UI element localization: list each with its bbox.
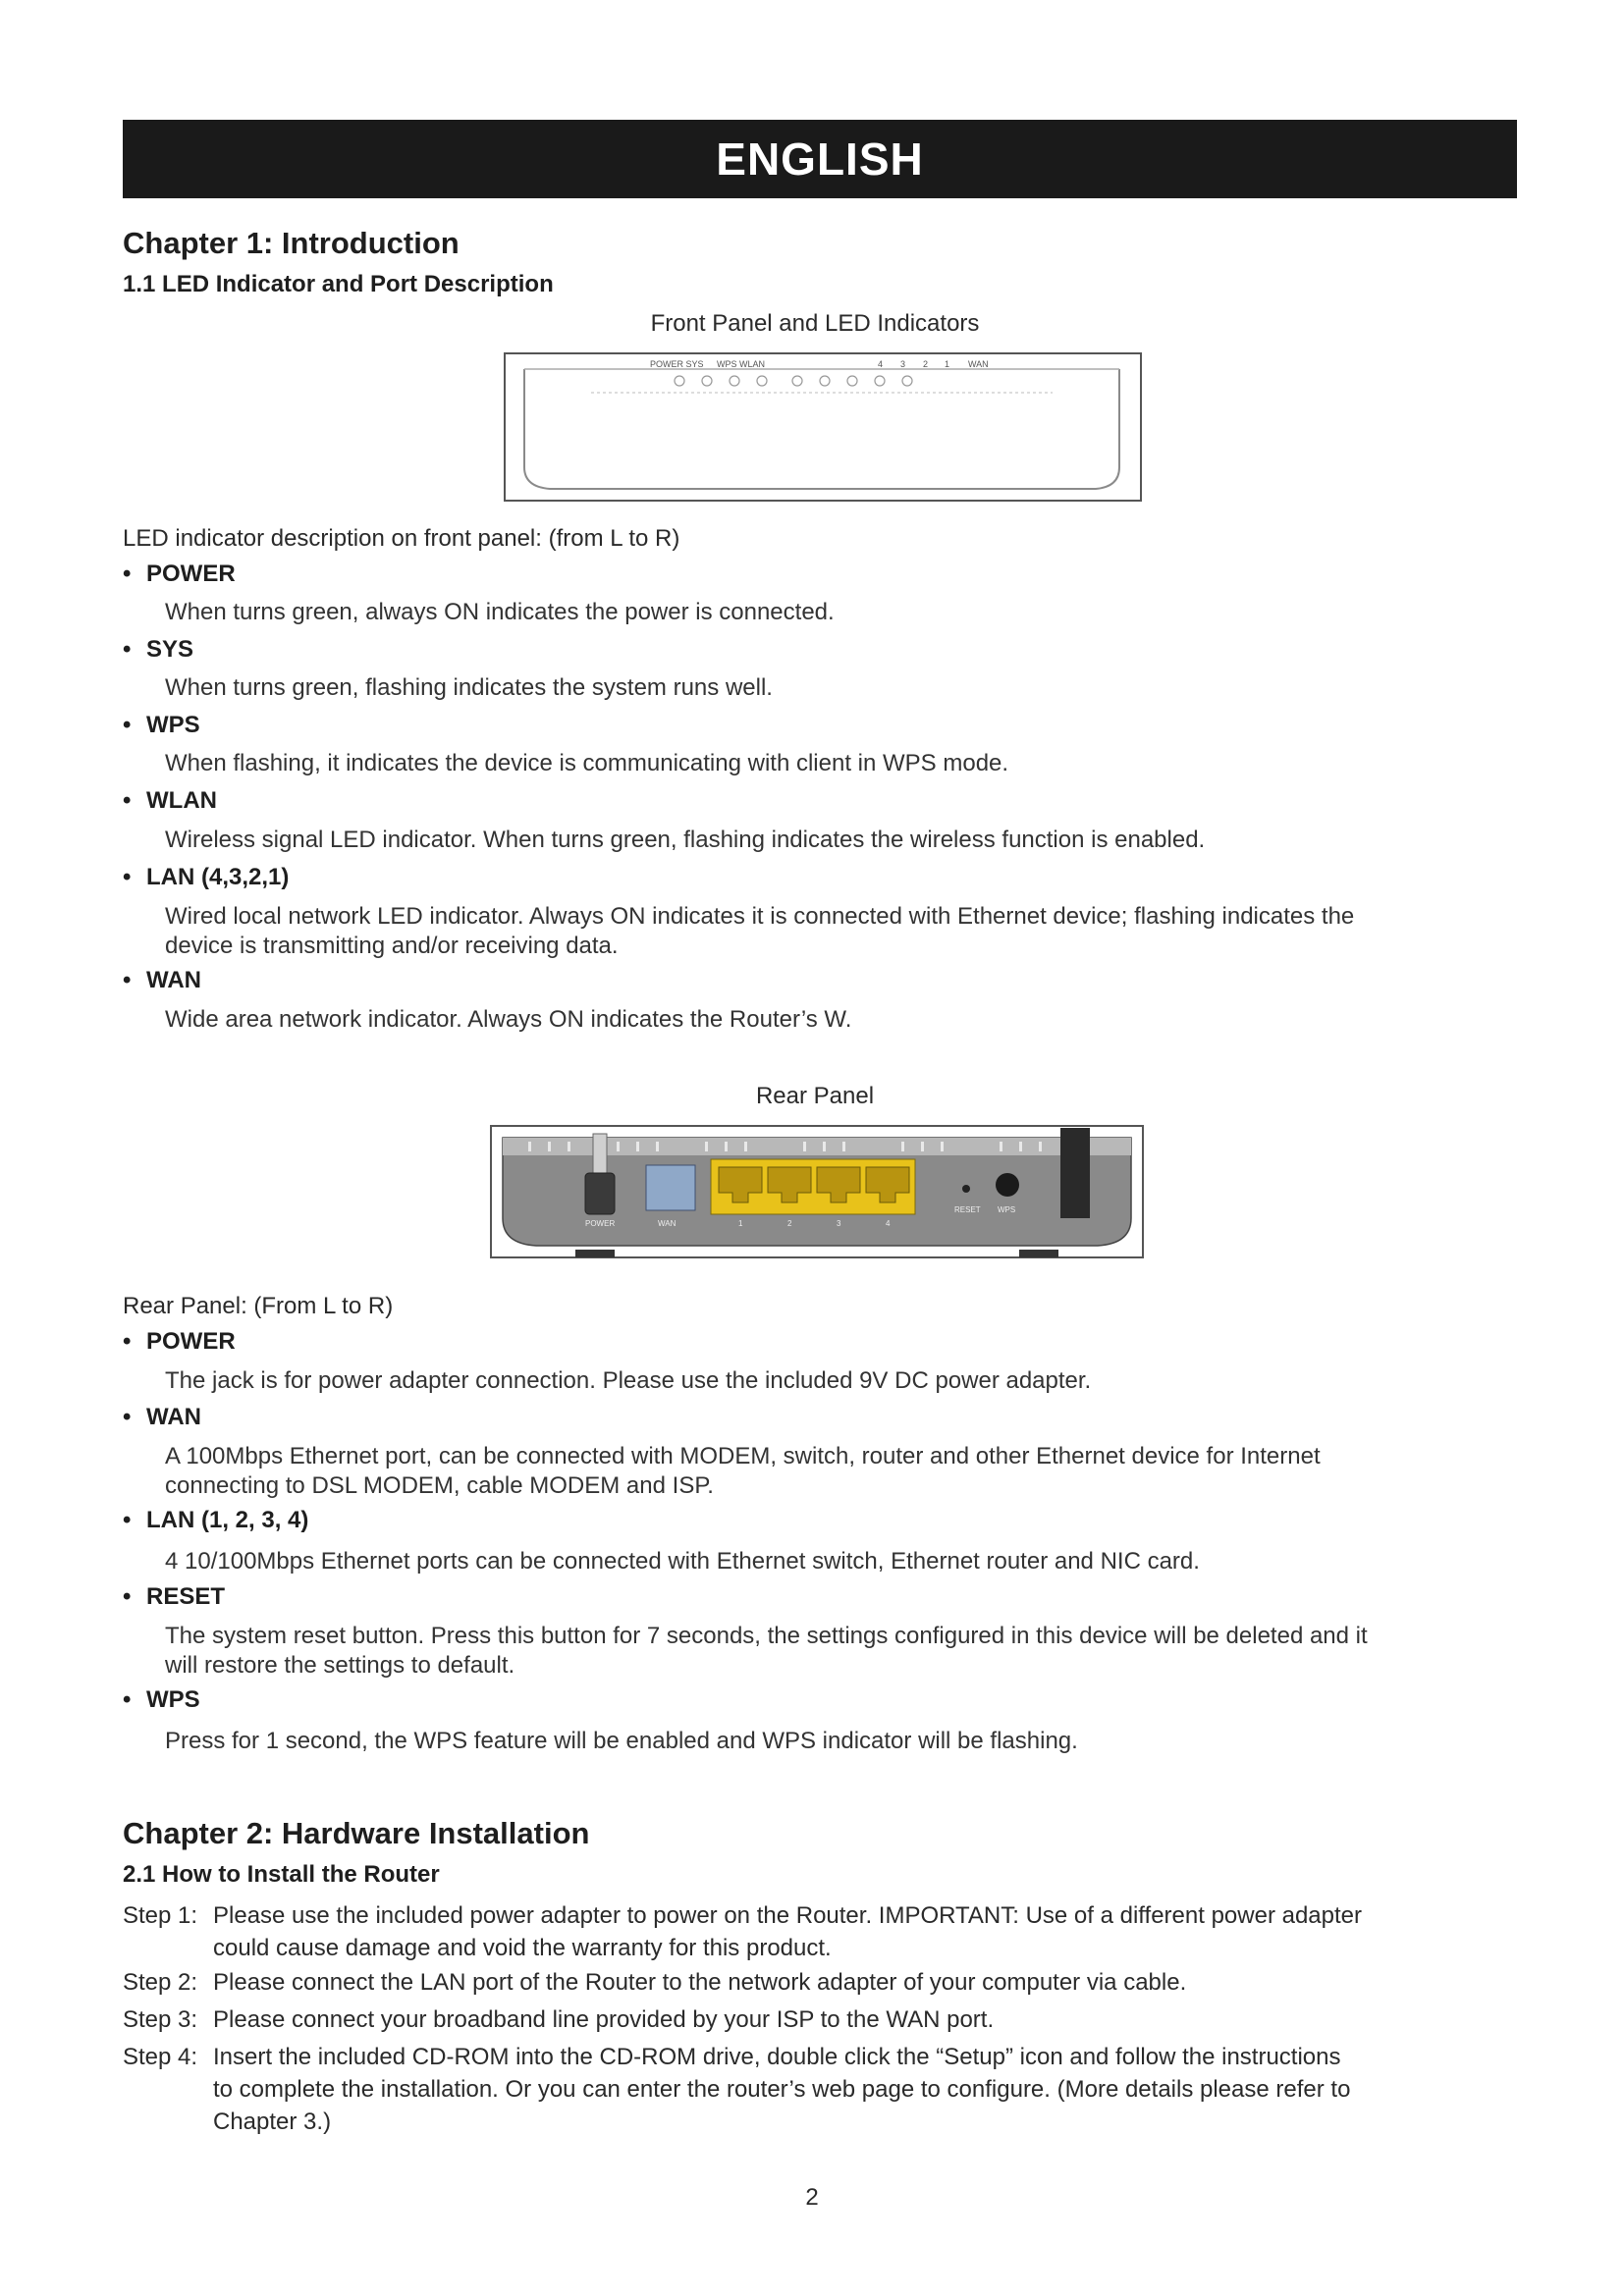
rear-label-lan-1: 1 — [738, 1219, 743, 1228]
step-label: Step 4: — [123, 2044, 198, 2070]
led-label-lan-4: 4 — [878, 359, 884, 369]
front-item-wlan-title: • WLAN — [123, 787, 217, 814]
install-step-2 — [123, 1966, 1537, 1999]
led-label-lan-2: 2 — [923, 359, 929, 369]
front-item-wlan-desc: Wireless signal LED indicator. When turns green, flashing indicates the wireless function is enabled. — [165, 827, 1206, 853]
front-panel-intro: LED indicator description on front panel: (from L to R) — [123, 525, 680, 552]
rear-label-power: POWER — [585, 1219, 616, 1228]
led-label-lan-1: 1 — [945, 359, 950, 369]
step-line: Please connect the LAN port of the Router to the network adapter of your computer via cable. — [213, 1969, 1187, 1996]
step-line: Please connect your broadband line provided by your ISP to the WAN port. — [213, 2006, 995, 2033]
install-step-3 — [123, 2003, 1537, 2036]
step-label: Step 2: — [123, 1969, 198, 1996]
reset-button — [962, 1185, 970, 1193]
front-item-wan-title: • WAN — [123, 967, 201, 993]
front-item-wps-desc: When flashing, it indicates the device is communicating with client in WPS mode. — [165, 750, 1009, 776]
led-label-wps-wlan: WPS WLAN — [717, 359, 766, 369]
front-item-sys-title: • SYS — [123, 636, 194, 663]
rear-label-wps: WPS — [998, 1205, 1016, 1214]
install-step-1 — [123, 1899, 1537, 1964]
rear-label-lan-4: 4 — [886, 1219, 891, 1228]
rear-item-wan-desc-line1: A 100Mbps Ethernet port, can be connected with MODEM, switch, router and other Ethernet device for Internet — [165, 1443, 1321, 1469]
install-step-4 — [123, 2041, 1537, 2138]
front-item-sys-desc: When turns green, flashing indicates the system runs well. — [165, 674, 773, 701]
power-jack — [585, 1173, 615, 1214]
step-line: Please use the included power adapter to power on the Router. IMPORTANT: Use of a different power adapter — [213, 1902, 1362, 1929]
front-item-lan-desc-line1: Wired local network LED indicator. Always ON indicates it is connected with Ethernet device; flashing indicates the — [165, 903, 1355, 930]
rear-item-reset-desc-line1: The system reset button. Press this button for 7 seconds, the settings configured in this device will be deleted and it — [165, 1623, 1368, 1649]
rear-item-wan-title: • WAN — [123, 1404, 201, 1430]
front-panel-figure — [503, 351, 1143, 503]
step-label: Step 3: — [123, 2006, 198, 2033]
rear-item-lan-desc: 4 10/100Mbps Ethernet ports can be connected with Ethernet switch, Ethernet router and NIC card. — [165, 1548, 1200, 1575]
rear-item-wan-desc-line2: connecting to DSL MODEM, cable MODEM and ISP. — [165, 1472, 714, 1499]
rear-panel-intro: Rear Panel: (From L to R) — [123, 1293, 394, 1319]
wps-button — [996, 1173, 1019, 1197]
rear-label-lan-2: 2 — [787, 1219, 792, 1228]
led-label-lan-3: 3 — [900, 359, 906, 369]
rear-item-wps-title: • WPS — [123, 1686, 200, 1713]
rear-label-wan: WAN — [658, 1219, 677, 1228]
step-line: Insert the included CD-ROM into the CD-ROM drive, double click the “Setup” icon and follow the instructions — [213, 2044, 1341, 2070]
front-item-wps-title: • WPS — [123, 712, 200, 738]
front-item-wan-desc: Wide area network indicator. Always ON indicates the Router’s W. — [165, 1006, 852, 1033]
step-line: to complete the installation. Or you can enter the router’s web page to configure. (More details please refer to — [213, 2076, 1351, 2103]
rear-label-lan-3: 3 — [837, 1219, 841, 1228]
page-number: 2 — [805, 2184, 819, 2211]
step-line: Chapter 3.) — [213, 2109, 332, 2135]
front-item-power-title: • POWER — [123, 561, 236, 587]
rear-item-lan-title: • LAN (1, 2, 3, 4) — [123, 1507, 309, 1533]
chapter-1-title: Chapter 1: Introduction — [123, 226, 460, 260]
led-label-power-sys: POWER SYS — [650, 359, 704, 369]
front-panel-caption: Front Panel and LED Indicators — [650, 310, 980, 337]
section-2-1-title: 2.1 How to Install the Router — [123, 1861, 440, 1888]
front-item-lan-title: • LAN (4,3,2,1) — [123, 864, 290, 890]
rear-label-reset: RESET — [954, 1205, 981, 1214]
language-banner: ENGLISH — [123, 120, 1517, 198]
step-label: Step 1: — [123, 1902, 198, 1929]
step-line: could cause damage and void the warranty for this product. — [213, 1935, 832, 1961]
rear-item-power-desc: The jack is for power adapter connection. Please use the included 9V DC power adapter. — [165, 1367, 1092, 1394]
rear-item-wps-desc: Press for 1 second, the WPS feature will be enabled and WPS indicator will be flashing. — [165, 1728, 1078, 1754]
rear-panel-caption: Rear Panel — [755, 1083, 875, 1109]
front-item-power-desc: When turns green, always ON indicates the power is connected. — [165, 599, 835, 625]
front-item-lan-desc-line2: device is transmitting and/or receiving data. — [165, 933, 619, 959]
section-1-1-title: 1.1 LED Indicator and Port Description — [123, 271, 554, 297]
rear-panel-figure — [489, 1124, 1145, 1261]
rear-item-power-title: • POWER — [123, 1328, 236, 1355]
wan-port — [646, 1165, 695, 1210]
led-label-wan: WAN — [968, 359, 989, 369]
rear-item-reset-title: • RESET — [123, 1583, 226, 1610]
rear-item-reset-desc-line2: will restore the settings to default. — [165, 1652, 515, 1679]
chapter-2-title: Chapter 2: Hardware Installation — [123, 1816, 590, 1850]
